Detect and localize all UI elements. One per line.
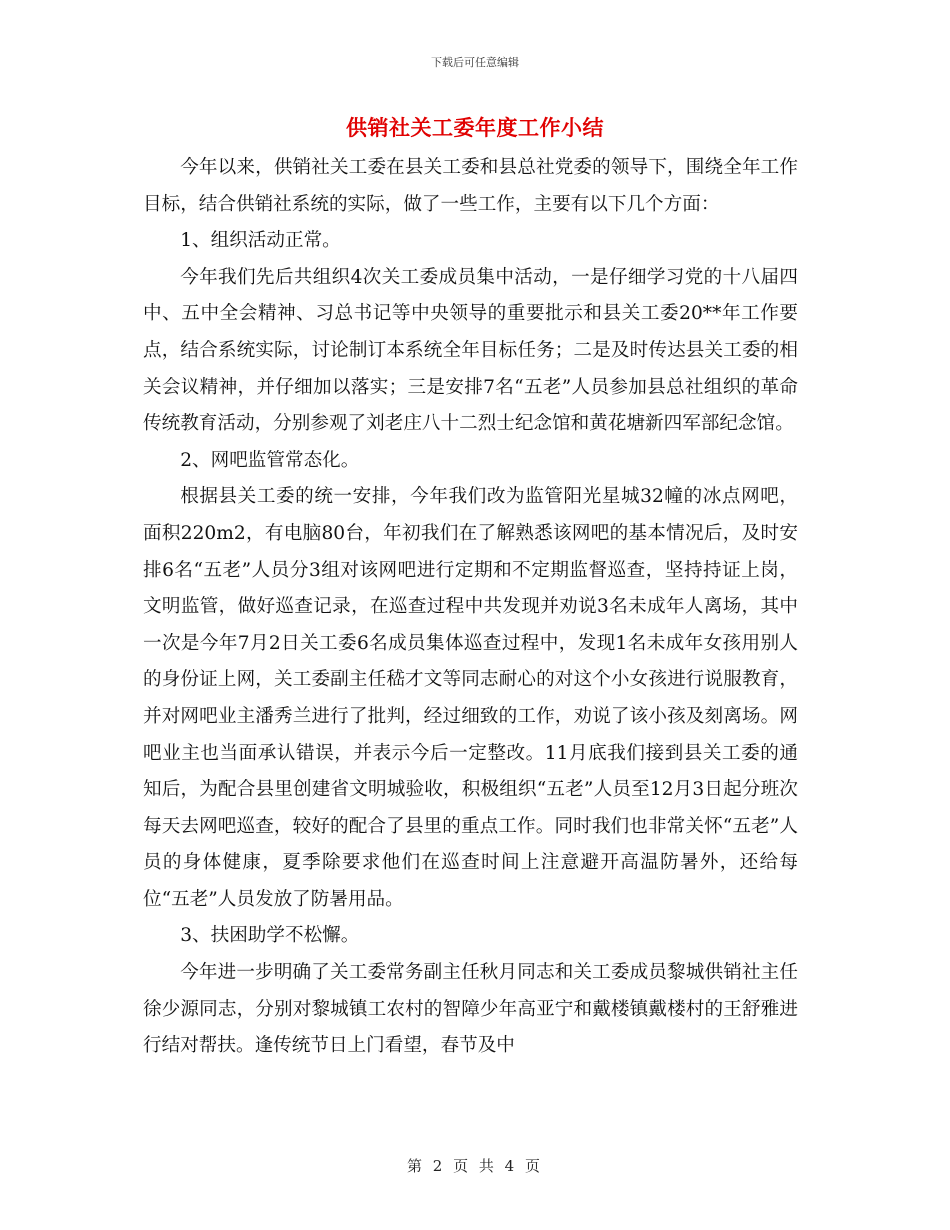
section-1-paragraph: 今年我们先后共组织4次关工委成员集中活动，一是仔细学习党的十八届四中、五中全会精神、习总书记等中央领导的重要批示和县关工委20**年工作要点，结合系统实际，讨论制订本系统全年目标任务；二是及时传达县关工委的相关会议精神，并仔细加以落实；三是安排7名“五老”人员参加县总社组织的革命传统教育活动，分别参观了刘老庄八十二烈士纪念馆和黄花塘新四军部纪念馆。 bbox=[143, 266, 798, 435]
intro-paragraph: 今年以来，供销社关工委在县关工委和县总社党委的领导下，围绕全年工作目标，结合供销社系统的实际，做了一些工作，主要有以下几个方面： bbox=[143, 157, 798, 215]
section-3-paragraph: 今年进一步明确了关工委常务副主任秋月同志和关工委成员黎城供销社主任徐少源同志，分别对黎城镇工农村的智障少年高亚宁和戴楼镇戴楼村的王舒雅进行结对帮扶。逢传统节日上门看望，春节及中 bbox=[143, 962, 798, 1057]
document-body bbox=[143, 150, 798, 1065]
section-heading-1: 1、组织活动正常。 bbox=[180, 230, 341, 252]
section-2-paragraph: 根据县关工委的统一安排，今年我们改为监管阳光星城32幢的冰点网吧，面积220m2，有电脑80台，年初我们在了解熟悉该网吧的基本情况后，及时安排6名“五老”人员分3组对该网吧进行定期和不定期监督巡查，坚持持证上岗，文明监管，做好巡查记录，在巡查过程中共发现并劝说3名未成年人离场，其中一次是今年7月2日关工委6名成员集体巡查过程中，发现1名未成年女孩用别人的身份证上网，关工委副主任嵇才文等同志耐心的对这个小女孩进行说服教育，并对网吧业主潘秀兰进行了批判，经过细致的工作，劝说了该小孩及刻离场。网吧业主也当面承认错误，并表示今后一定整改。11月底我们接到县关工委的通知后，为配合县里创建省文明城验收，积极组织“五老”人员至12月3日起分班次每天去网吧巡查，较好的配合了县里的重点工作。同时我们也非常关怀“五老”人员的身体健康，夏季除要求他们在巡查时间上注意避开高温防暑外，还给每位“五老”人员发放了防暑用品。 bbox=[143, 486, 798, 910]
page-header-note: 下载后可任意编辑 bbox=[431, 56, 519, 69]
section-heading-3: 3、扶困助学不松懈。 bbox=[180, 925, 360, 947]
section-heading-2: 2、网吧监管常态化。 bbox=[180, 449, 360, 471]
document-title: 供销社关工委年度工作小结 bbox=[346, 116, 604, 140]
page-number-footer: 第 2 页 共 4 页 bbox=[407, 1157, 543, 1175]
